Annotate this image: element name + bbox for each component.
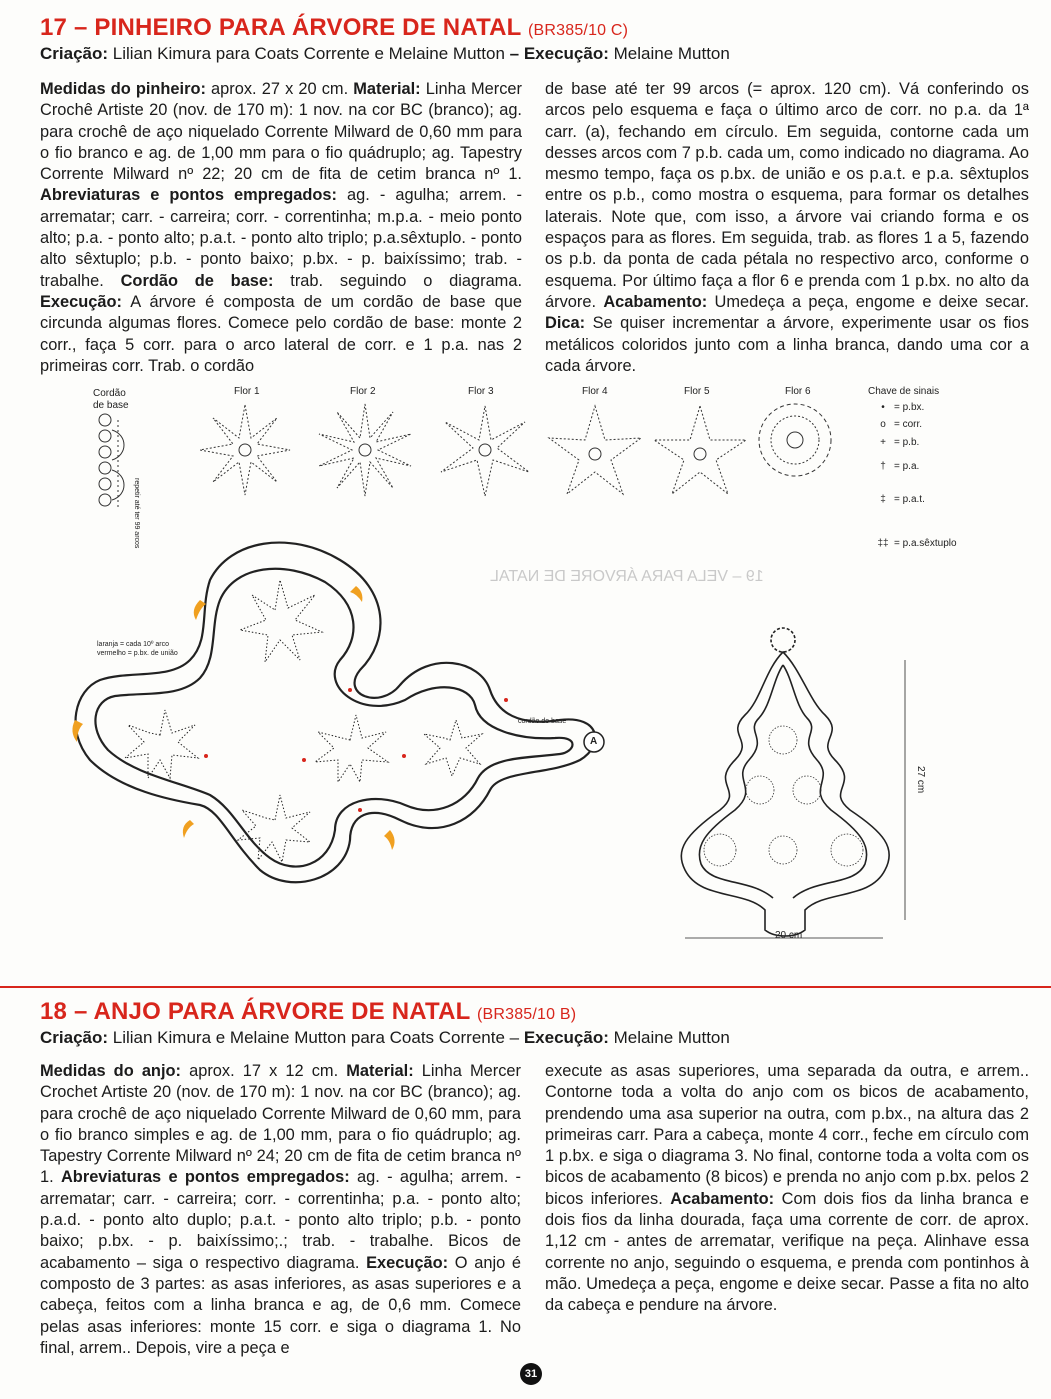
bold-run: Acabamento: [670,1189,775,1208]
flower-6-label: Flor 6 [785,386,811,397]
key-item-pa: † = p.a. [880,461,920,472]
creation-value: Lilian Kimura e Melaine Mutton para Coats Corrente – [112,1028,520,1047]
text-run: trab. seguindo o diagrama. [273,271,523,290]
flower-2-label: Flor 2 [350,386,376,397]
article-17-title [40,14,628,42]
width-label: 20 cm [775,930,803,941]
creation-value: Lilian Kimura para Coats Corrente e Melaine Mutton [112,44,505,63]
flower-3-diagram [435,400,535,500]
flower-5-label: Flor 5 [684,386,710,397]
bold-run: Abreviaturas e pontos empregados: [40,186,337,205]
key-item-pa-sextuplo: ‡‡ = p.a.sêxtuplo [877,538,957,549]
title-text: 17 – PINHEIRO PARA ÁRVORE DE NATAL [40,14,522,41]
text-run: A árvore é composta de um cordão de base que circunda algumas flores. Comece pelo cordão de base: monte 2 corr., faça 5 corr. para o arco lateral de corr. e 1 p.a. nas 2 primeiras corr. Trab. o cordão [40,292,522,375]
creation-label: Criação: [40,1028,109,1047]
flower-6-diagram [755,400,835,480]
article-18-right-column [545,1061,1029,1317]
bold-run: Execução: [40,292,122,311]
creation-label: Criação: [40,44,109,63]
article-17-left-column [40,79,522,377]
text-run: Se quiser incrementar a árvore, experimente usar os fios metálicos coloridos junto com a linha branca, dando uma cor a cada árvore. [545,314,1029,375]
height-label: 27 cm [915,766,926,794]
point-a-label: A [590,736,598,747]
page-number: 31 [520,1363,542,1385]
title-text: 18 – ANJO PARA ÁRVORE DE NATAL [40,998,471,1025]
bold-run: Dica: [545,314,586,333]
text-run: ag. - agulha; arrem. - arrematar; carr. - carreira; corr. - correntinha; p.a. - ponto alto; p.a.d. - ponto alto duplo; p.a.t. - ponto alto triplo; p.b. - ponto baixo; p.bx. - p. baixíssimo;.; trab. - trabalhe. Bicos de acabamento – siga o respectivo diagrama. [40,1168,521,1272]
flower-3-label: Flor 3 [468,386,494,397]
bleed-through-text: 19 – VELA PARA ÁRVORE DE NATAL [490,568,764,585]
key-item-pb: + = p.b. [880,437,920,448]
text-run: aprox. 17 x 12 cm. [180,1062,347,1080]
bold-run: Material: [353,80,421,98]
cordao-mini-diagram [90,410,150,520]
flower-4-diagram [545,400,645,500]
tree-finished-outline [665,620,925,950]
title-code: (BR385/10 B) [476,1006,577,1023]
flower-2-diagram [315,400,415,500]
flower-4-label: Flor 4 [582,386,608,397]
key-item-pat: ‡ = p.a.t. [880,494,925,505]
execution-value: Melaine Mutton [613,1028,730,1047]
key-title: Chave de sinais [868,386,940,397]
bold-run: Material: [346,1062,414,1080]
flower-1-diagram [195,400,295,500]
bold-run: Medidas do anjo: [40,1062,181,1080]
section-divider [0,986,1051,988]
article-18-credits [40,1028,730,1048]
article-17-right-column [545,79,1029,377]
legend-orange: laranja = cada 10º arco [97,641,170,648]
text-run: Linha Mercer Crochê Artiste 20 (nov. de 170 m): 1 nov. na cor BC (branco); ag. para crochê de aço niquelado Corrente Milward de 0,60 mm para o fio branco e ag. de 1,00 mm para o fio quádruplo; ag. Tapestry Corrente Milward nº 22; 20 cm de fita de cetim branca nº 1. [40,80,522,184]
text-run: Com dois fios da linha branca e dois fios da linha dourada, faça uma corrente de corr. de aprox. 1,12 cm - antes de arrematar, verifique na peça. Alinhave essa corrente no anjo, seguindo o esquema, e prenda com pontinhos à mão. Umedeça a peça, engome e deixe secar. Passe a fita no alto da cabeça e pendure na árvore. [545,1189,1029,1315]
article-17-credits [40,44,730,64]
text-run: ag. - agulha; arrem. - arrematar; carr. - carreira; corr. - correntinha; m.p.a. - meio ponto alto; p.a. - ponto alto; p.a.t. - ponto alto triplo; p.a.sêxtuplo. - ponto alto sêxtuplo; p.b. - ponto baixo; p.bx. - p. baixíssimo; trab. - trabalhe. [40,186,522,290]
key-item-corr: o = corr. [880,419,923,430]
article-18-title [40,998,576,1026]
flower-1-label: Flor 1 [234,386,260,397]
bold-run: Acabamento: [603,292,708,311]
flower-5-diagram [650,400,750,500]
article-18-left-column [40,1061,521,1359]
text-run: execute as asas superiores, uma separada da outra, e arrem.. Contorne toda a volta do anjo com os bicos de acabamento, prendendo uma asa superior na outra, com p.bx., na altura das 2 primeiras carr. Para a cabeça, monte 4 corr., feche em círculo com 1 p.bx. e siga o diagrama 3. No final, contorne toda a volta com os bicos de acabamento (8 bicos) e prenda no anjo com p.bx. pelos 2 bicos inferiores. [545,1062,1029,1208]
repeat-note: repetir até ter 99 arcos [133,478,140,549]
cordao-label: Cordão de base [93,388,129,411]
text-run: Linha Mercer Crochet Artiste 20 (nov. de 170 m): 1 nov. na cor BC (branco); ag. para crochê de aço niquelado Corrente Milward de 0,60 mm, para o fio branco simples e ag. de 1,00 mm, para o fio quádruplo; ag. Tapestry Corrente Milward nº 24; 20 cm de fita de cetim branca nº 1. [40,1062,521,1187]
key-item-pbx: • = p.bx. [881,402,925,413]
legend-red: vermelho = p.bx. de união [97,650,178,657]
text-run: Umedeça a peça, engome e deixe secar. [707,292,1030,311]
title-code: (BR385/10 C) [527,22,629,39]
bold-run: Abreviaturas e pontos empregados: [60,1168,350,1187]
text-run: aprox. 27 x 20 cm. [205,80,354,98]
execution-value: Melaine Mutton [613,44,730,63]
bold-run: Execução: [366,1253,449,1272]
bold-run: Cordão de base: [120,271,274,290]
execution-label: Execução: [523,1028,609,1047]
cordao-base-label: cordão de base [518,718,567,725]
bold-run: Medidas do pinheiro: [40,80,206,98]
text-run: de base até ter 99 arcos (= aprox. 120 cm). Vá conferindo os arcos pelo esquema e faça o último arco de corr. no p.a. da 1ª carr. (a), fechando em círculo. Em seguida, contorne cada um desses arcos com 7 p.b. cada um, como indicado no diagrama. Ao mesmo tempo, faça os p.bx. de união e os p.a.t. e p.a. sêxtuplos entre os p.b., como mostra o esquema, para formar os detalhes laterais. Note que, com isso, a árvore vai criando forma e os espaços para as flores. Em seguida, trab. as flores 1 a 5, fazendo os p.b. da ponta de cada pétala no respectivo arco, conforme o esquema. Por último faça a flor 6 e prenda com 1 p.bx. no alto da árvore. [545,80,1029,311]
execution-label: – Execução: [509,44,609,63]
text-run: O anjo é composto de 3 partes: as asas inferiores, as asas superiores e a cabeça, feitos com a linha branca e ag, de 0,6 mm. Comece pelas asas inferiores: monte 15 corr. e siga o diagrama 1. No final, arrem.. Depois, vire a peça e [40,1253,521,1357]
